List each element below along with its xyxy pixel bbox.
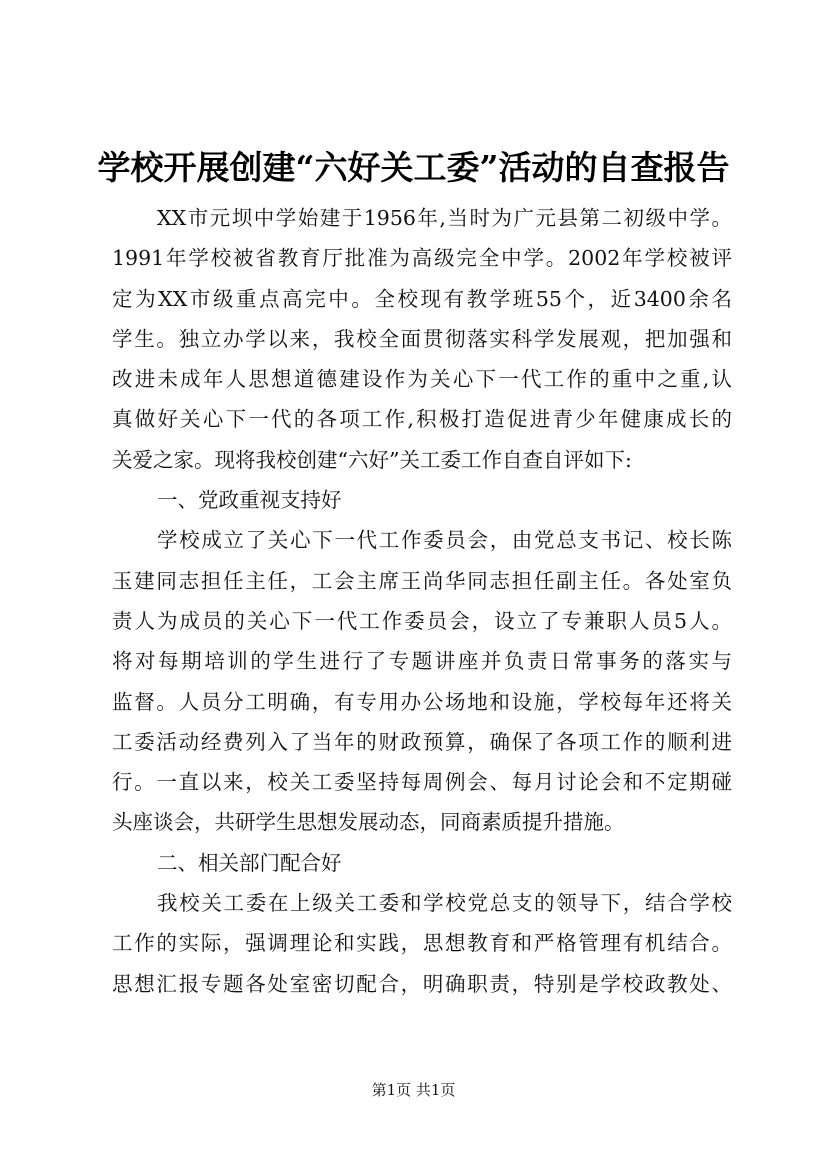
paragraph-line: 学校成立了关心下一代工作委员会，由党总支书记、校长陈 [157,528,732,553]
paragraph-line: 真做好关心下一代的各项工作,积极打造促进青少年健康成长的 [112,407,732,432]
section-heading: 一、党政重视支持好 [157,488,342,513]
paragraph-line: 1991年学校被省教育厅批准为高级完全中学。2002年学校被评 [112,246,732,271]
document-title: 学校开展创建“六好关工委”活动的自查报告 [97,148,730,187]
paragraph-line: 学生。独立办学以来，我校全面贯彻落实科学发展观，把加强和 [112,326,732,351]
paragraph-line: 监督。人员分工明确，有专用办公场地和设施，学校每年还将关 [112,689,732,714]
paragraph-line: 定为XX市级重点高完中。全校现有教学班55个，近3400余名 [112,286,732,311]
paragraph-line: 关爱之家。现将我校创建“六好”关工委工作自查自评如下: [112,447,632,472]
paragraph-line: XX市元坝中学始建于1956年,当时为广元县第二初级中学。 [157,206,732,230]
section-heading: 二、相关部门配合好 [157,850,342,875]
paragraph-line: 思想汇报专题各处室密切配合，明确职责，特别是学校政教处、 [112,971,732,996]
document-body [112,198,732,1004]
paragraph-line: 改进未成年人思想道德建设作为关心下一代工作的重中之重,认 [112,367,732,392]
paragraph-line: 将对每期培训的学生进行了专题讲座并负责日常事务的落实与 [112,649,732,674]
paragraph-line: 工委活动经费列入了当年的财政预算，确保了各项工作的顺利进 [112,729,732,754]
paragraph-line: 头座谈会，共研学生思想发展动态，同商素质提升措施。 [112,810,625,835]
paragraph-line: 行。一直以来，校关工委坚持每周例会、每月讨论会和不定期碰 [112,770,732,795]
page-number-footer: 第1页 共1页 [371,1081,456,1099]
paragraph-line: 玉建同志担任主任，工会主席王尚华同志担任副主任。各处室负 [112,568,732,593]
paragraph-line: 我校关工委在上级关工委和学校党总支的领导下，结合学校 [157,891,732,916]
paragraph-line: 工作的实际，强调理论和实践，思想教育和严格管理有机结合。 [112,931,732,956]
paragraph-line: 责人为成员的关心下一代工作委员会，设立了专兼职人员5人。 [112,608,732,633]
